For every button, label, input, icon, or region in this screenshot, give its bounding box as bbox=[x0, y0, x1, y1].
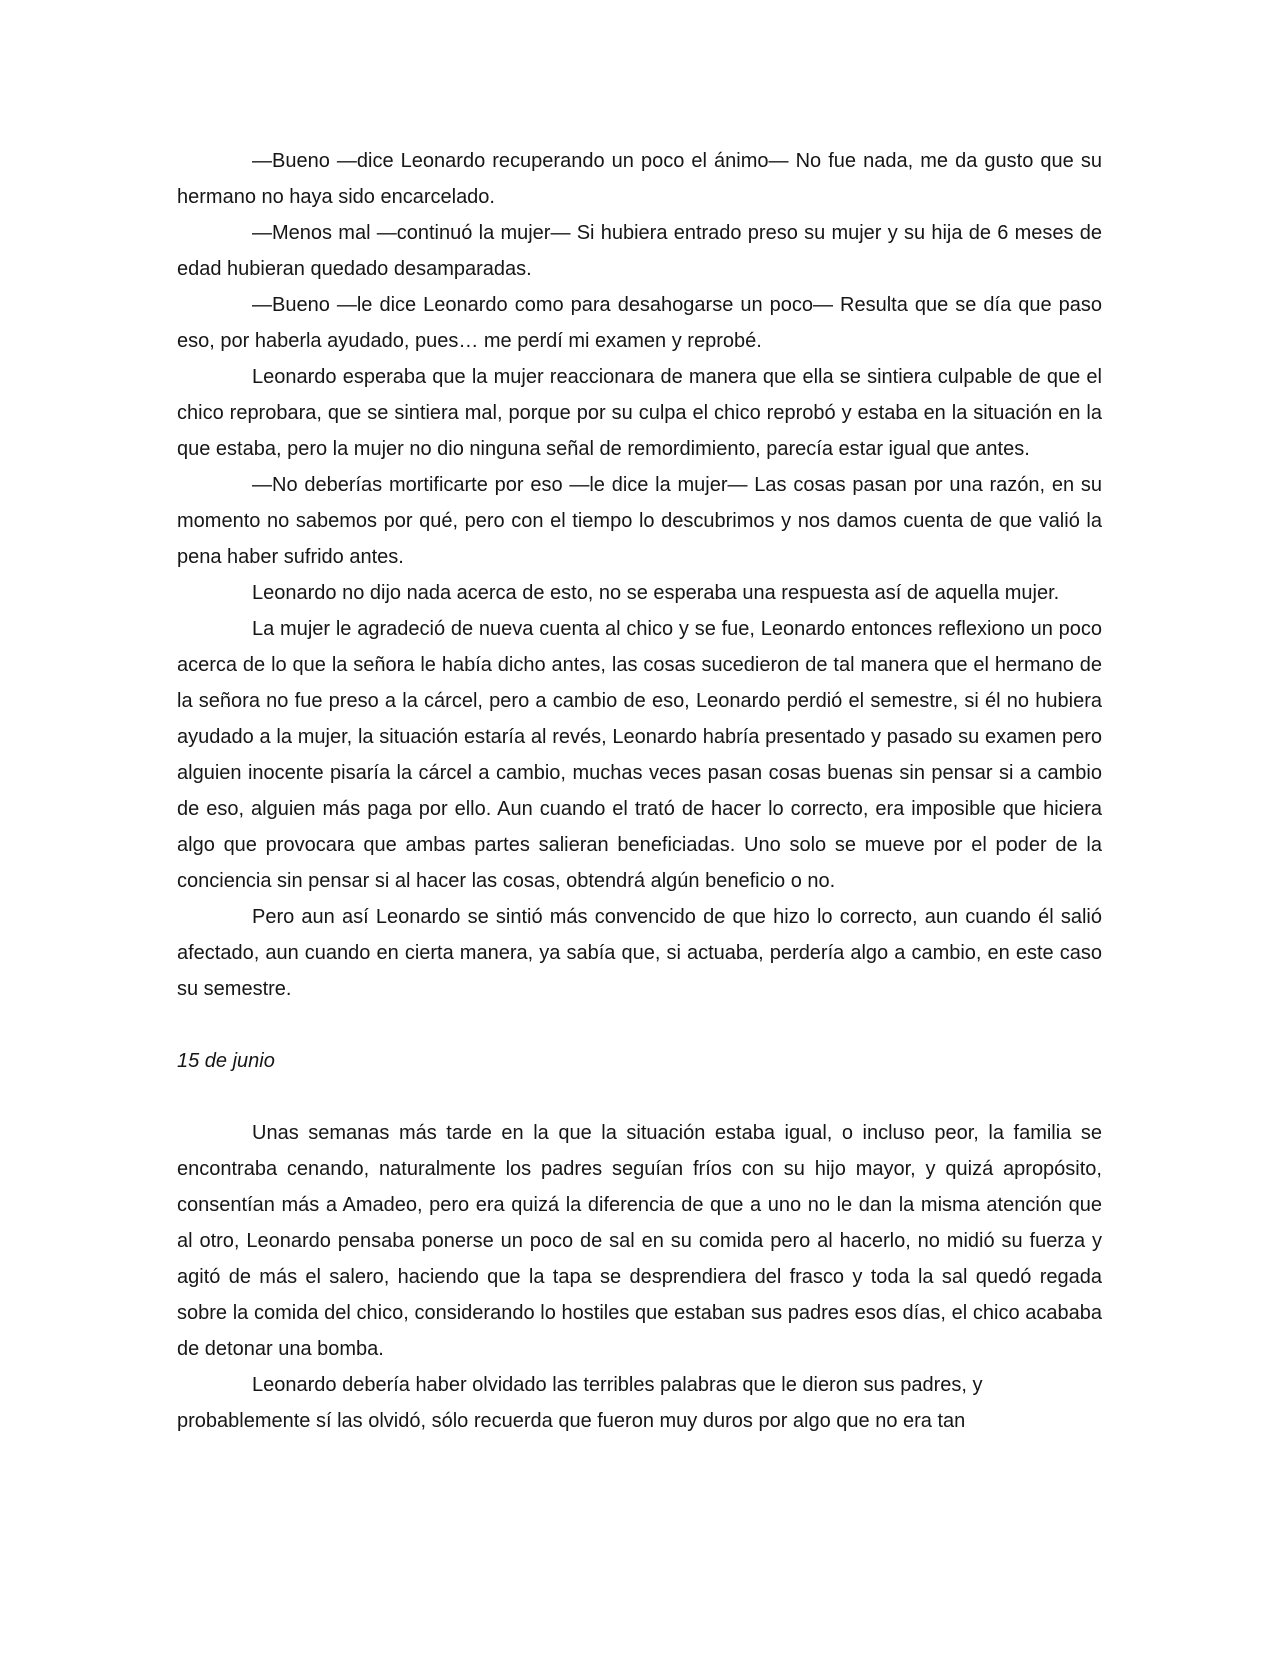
paragraph: La mujer le agradeció de nueva cuenta al chico y se fue, Leonardo entonces reflexiono un poco acerca de lo que la señora le había dicho antes, las cosas sucedieron de tal manera que el hermano de la señora no fue preso a la cárcel, pero a cambio de eso, Leonardo perdió el semestre, si él no hubiera ayudado a la mujer, la situación estaría al revés, Leonardo habría presentado y pasado su examen pero alguien inocente pisaría la cárcel a cambio, muchas veces pasan cosas buenas sin pensar si a cambio de eso, alguien más paga por ello. Aun cuando el trató de hacer lo correcto, era imposible que hiciera algo que provocara que ambas partes salieran beneficiadas. Uno solo se mueve por el poder de la conciencia sin pensar si al hacer las cosas, obtendrá algún beneficio o no. bbox=[177, 618, 1102, 892]
paragraph: —No deberías mortificarte por eso —le dice la mujer— Las cosas pasan por una razón, en su momento no sabemos por qué, pero con el tiempo lo descubrimos y nos damos cuenta de que valió la pena haber sufrido antes. bbox=[177, 474, 1102, 568]
paragraph: Leonardo debería haber olvidado las terribles palabras que le dieron sus padres, y probablemente sí las olvidó, sólo recuerda que fueron muy duros por algo que no era tan bbox=[177, 1374, 983, 1432]
paragraph: —Menos mal —continuó la mujer— Si hubiera entrado preso su mujer y su hija de 6 meses de edad hubieran quedado desamparadas. bbox=[177, 222, 1102, 280]
paragraph: —Bueno —dice Leonardo recuperando un poco el ánimo— No fue nada, me da gusto que su hermano no haya sido encarcelado. bbox=[177, 150, 1102, 208]
paragraph: —Bueno —le dice Leonardo como para desahogarse un poco— Resulta que se día que paso eso, por haberla ayudado, pues… me perdí mi examen y reprobé. bbox=[177, 294, 1102, 352]
paragraph: Pero aun así Leonardo se sintió más convencido de que hizo lo correcto, aun cuando él salió afectado, aun cuando en cierta manera, ya sabía que, si actuaba, perdería algo a cambio, en este caso su semestre. bbox=[177, 906, 1102, 1000]
document-body bbox=[177, 143, 1102, 1439]
paragraph: Leonardo no dijo nada acerca de esto, no se esperaba una respuesta así de aquella mujer. bbox=[252, 582, 1060, 604]
paragraph: Leonardo esperaba que la mujer reaccionara de manera que ella se sintiera culpable de que el chico reprobara, que se sintiera mal, porque por su culpa el chico reprobó y estaba en la situación en la que estaba, pero la mujer no dio ninguna señal de remordimiento, parecía estar igual que antes. bbox=[177, 366, 1102, 460]
date-heading: 15 de junio bbox=[177, 1050, 275, 1072]
paragraph: Unas semanas más tarde en la que la situación estaba igual, o incluso peor, la familia se encontraba cenando, naturalmente los padres seguían fríos con su hijo mayor, y quizá apropósito, consentían más a Amadeo, pero era quizá la diferencia de que a uno no le dan la misma atención que al otro, Leonardo pensaba ponerse un poco de sal en su comida pero al hacerlo, no midió su fuerza y agitó de más el salero, haciendo que la tapa se desprendiera del frasco y toda la sal quedó regada sobre la comida del chico, considerando lo hostiles que estaban sus padres esos días, el chico acababa de detonar una bomba. bbox=[177, 1122, 1102, 1360]
